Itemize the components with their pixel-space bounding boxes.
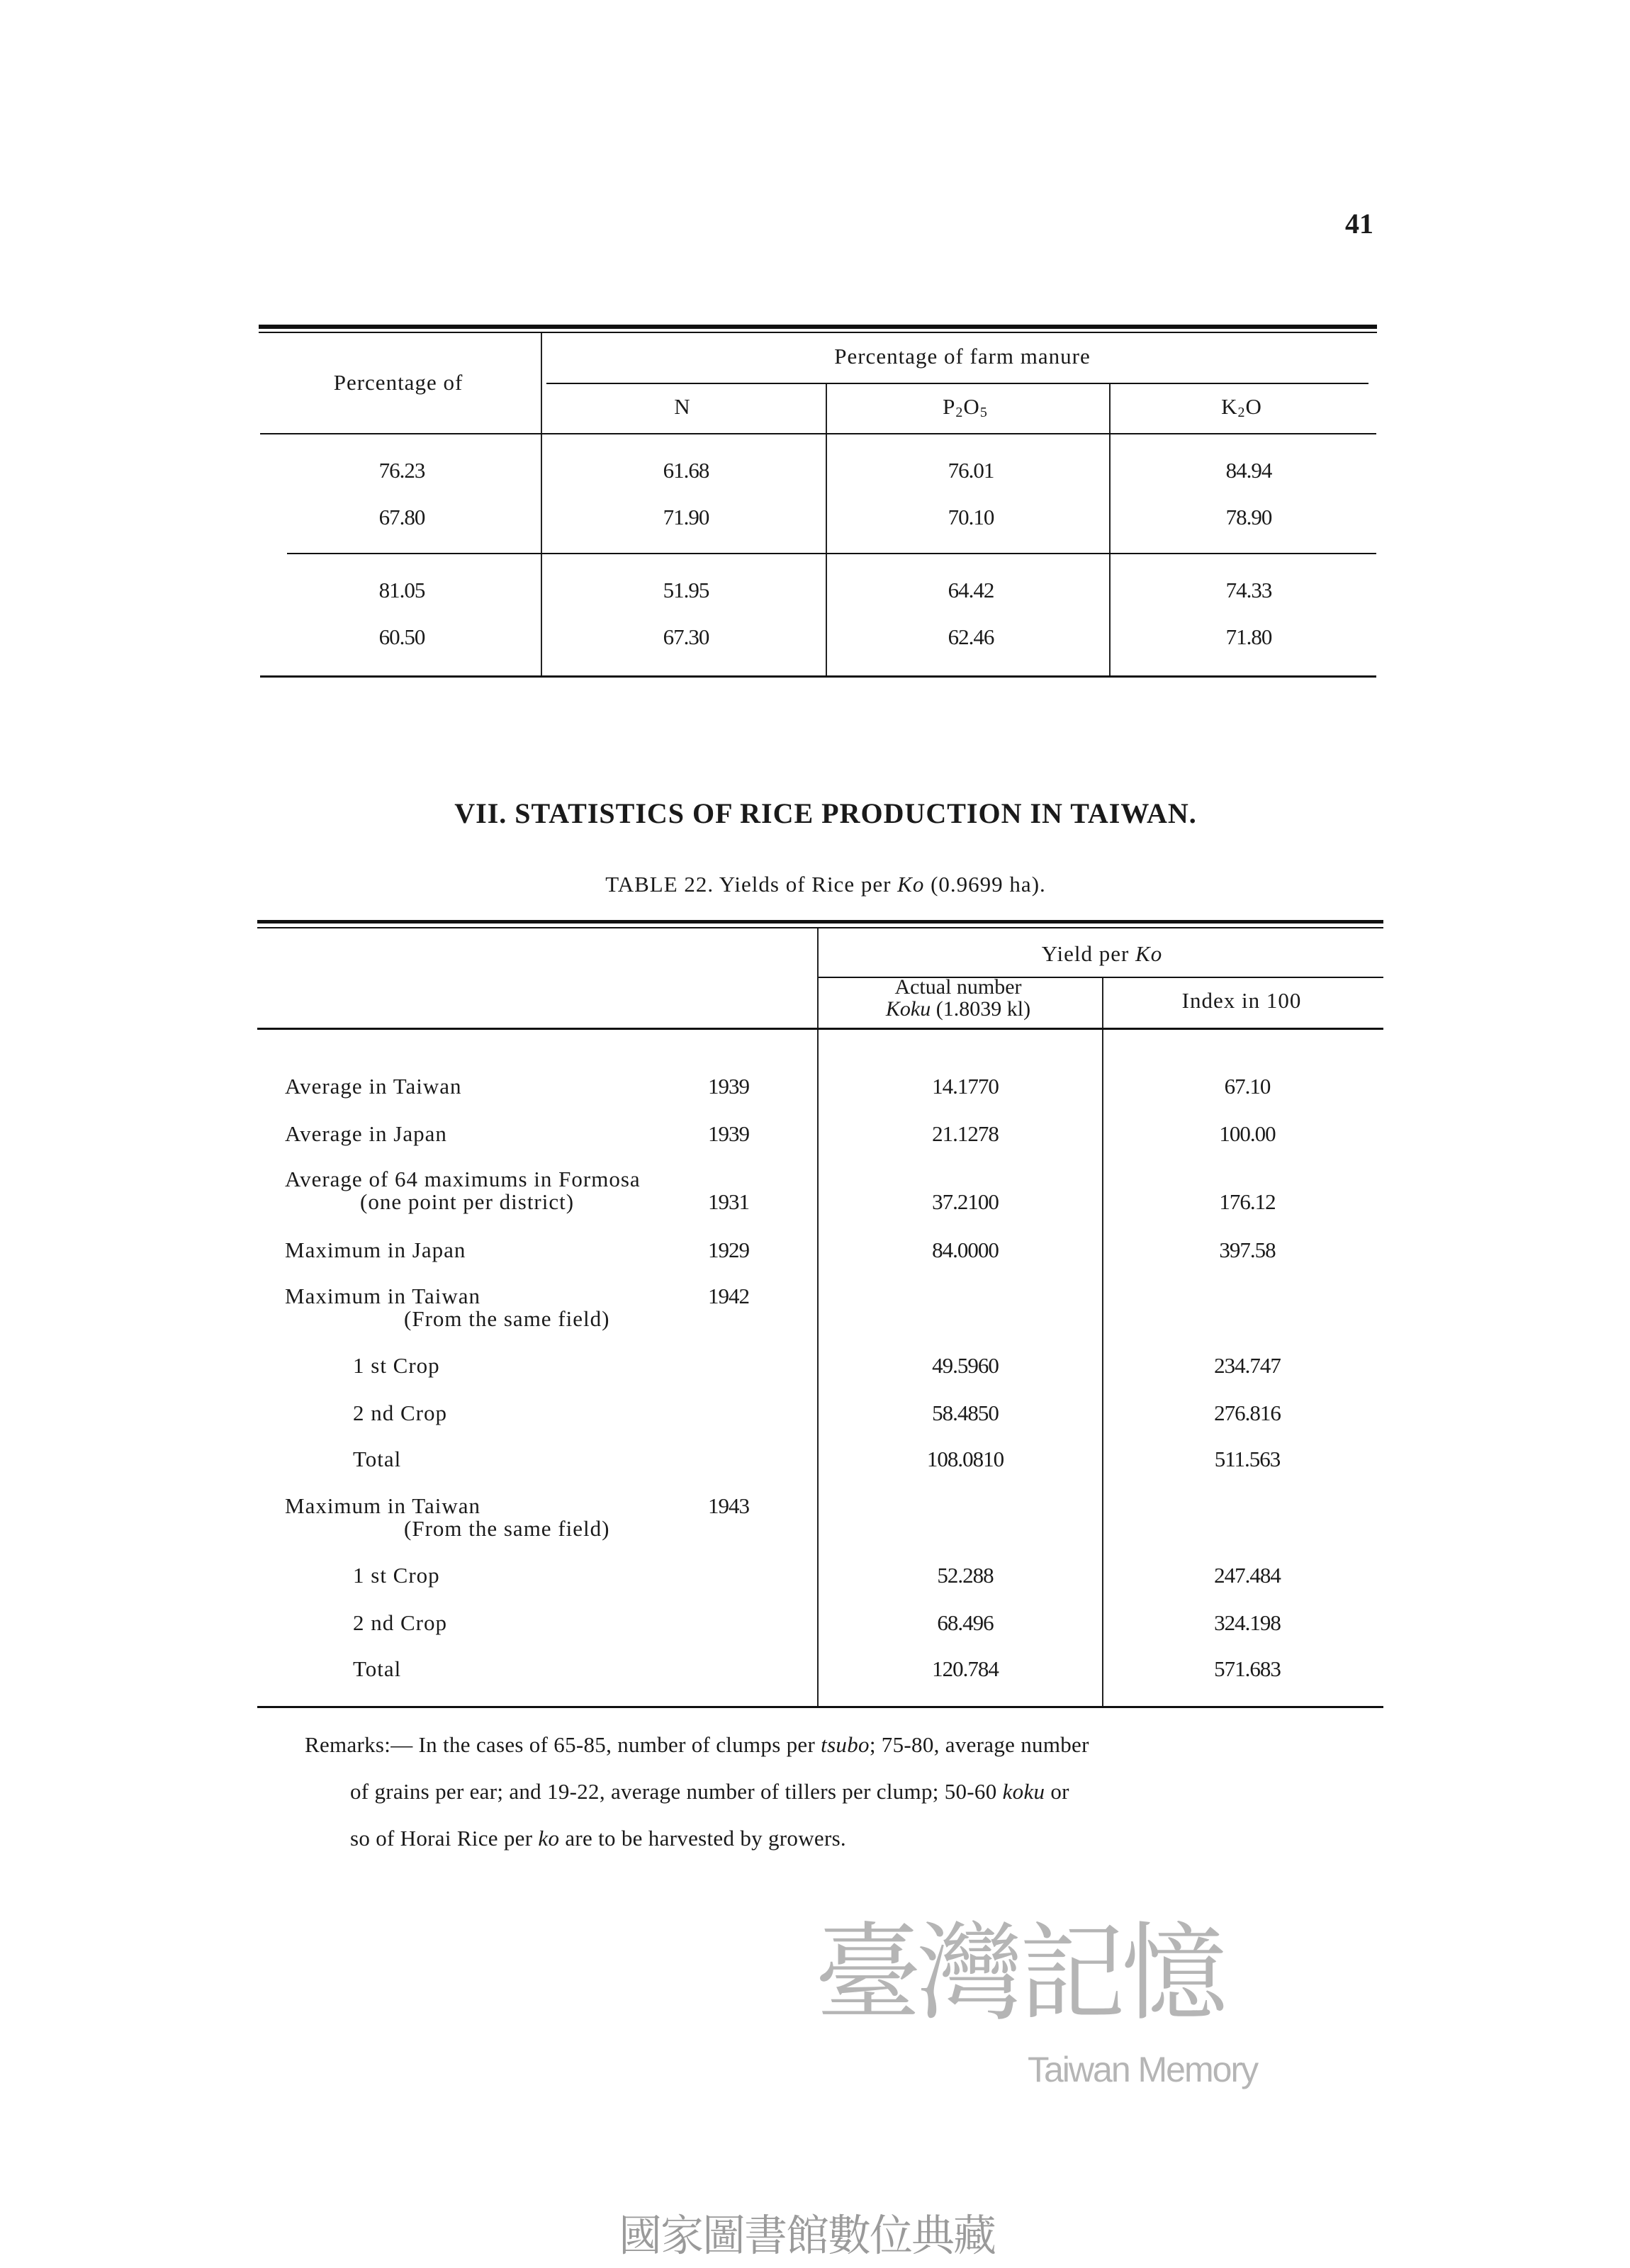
row-index: 276.816	[1214, 1400, 1281, 1425]
row-index: 67.10	[1224, 1074, 1271, 1099]
remarks-text: or	[1045, 1779, 1069, 1804]
header-italic: Ko	[1135, 941, 1163, 966]
sub-header-text: O	[1245, 394, 1262, 419]
table-cell: 76.23	[378, 458, 425, 483]
row-actual: 120.784	[932, 1656, 999, 1681]
row-index: 100.00	[1219, 1121, 1276, 1146]
header-text: Yield per	[1041, 941, 1136, 966]
row-label: Average in Japan	[285, 1121, 447, 1146]
table-rule	[259, 325, 1377, 329]
subscript: 5	[979, 405, 988, 420]
table-rule	[287, 553, 1376, 554]
table-rule	[257, 927, 1383, 928]
row-label: Average of 64 maximums in Formosa	[285, 1167, 641, 1191]
row-year: 1939	[708, 1074, 749, 1099]
row-label: Total	[353, 1656, 402, 1681]
row-label: Maximum in Japan	[285, 1237, 466, 1262]
table-cell: 61.68	[663, 458, 709, 483]
table-cell: 60.50	[378, 624, 425, 649]
sub-header-text: K	[1221, 394, 1238, 419]
col-header-actual-number	[886, 976, 1030, 1020]
row-index: 234.747	[1214, 1353, 1281, 1378]
remarks-text: Remarks:— In the cases of 65-85, number of clumps per	[305, 1732, 821, 1757]
table-rule	[257, 920, 1383, 924]
row-label: 2 nd Crop	[353, 1400, 447, 1425]
column-divider	[1109, 434, 1111, 675]
row-actual: 37.2100	[932, 1189, 999, 1214]
footer-stamp: 國家圖書館數位典藏	[619, 2211, 996, 2261]
row-year: 1942	[708, 1284, 749, 1308]
sub-header-n	[674, 394, 690, 420]
row-year: 1931	[708, 1189, 749, 1214]
table-cell: 78.90	[1225, 505, 1272, 529]
row-year: 1943	[708, 1493, 749, 1518]
row-index: 511.563	[1214, 1447, 1281, 1471]
subscript: 2	[955, 405, 964, 420]
table-cell: 67.30	[663, 624, 709, 649]
subscript: 2	[1237, 405, 1246, 420]
row-actual: 21.1278	[932, 1121, 999, 1146]
row-label: Total	[353, 1447, 402, 1471]
row-label: Maximum in Taiwan	[285, 1284, 481, 1308]
table-rule	[260, 675, 1376, 678]
row-year: 1939	[708, 1121, 749, 1146]
sub-header-text: N	[674, 394, 691, 419]
remarks-text: are to be harvested by growers.	[559, 1826, 846, 1851]
row-label: Average in Taiwan	[285, 1074, 462, 1099]
table-cell: 51.95	[663, 578, 709, 602]
header-text: (1.8039 kl)	[931, 997, 1031, 1021]
table-rule	[260, 433, 1376, 434]
row-actual: 52.288	[937, 1563, 994, 1588]
remarks-line-1	[305, 1732, 1354, 1779]
table-cell: 74.33	[1225, 578, 1272, 602]
caption-italic: Ko	[897, 872, 925, 897]
remarks-text: so of Horai Rice per	[350, 1826, 539, 1851]
row-index: 176.12	[1219, 1189, 1276, 1214]
column-divider	[1102, 978, 1103, 1707]
table-caption	[605, 872, 1046, 897]
watermark-logo: 臺灣記憶	[815, 1912, 1224, 2036]
column-divider	[826, 384, 827, 434]
table-cell: 67.80	[378, 505, 425, 529]
remarks-italic: ko	[538, 1826, 560, 1851]
row-label: Maximum in Taiwan	[285, 1493, 481, 1518]
row-sublabel: (From the same field)	[404, 1516, 610, 1541]
row-actual: 14.1770	[932, 1074, 999, 1099]
watermark-latin: Taiwan Memory	[1028, 2050, 1258, 2089]
column-divider	[541, 333, 542, 434]
column-divider	[817, 928, 819, 1707]
row-year: 1929	[708, 1237, 749, 1262]
row-actual: 49.5960	[932, 1353, 999, 1378]
row-sublabel: (one point per district)	[360, 1189, 575, 1214]
remarks-text: of grains per ear; and 19-22, average number of tillers per clump; 50-60	[350, 1779, 1003, 1804]
remarks-line-2	[305, 1779, 1354, 1826]
row-label: 1 st Crop	[353, 1563, 440, 1588]
table-cell: 84.94	[1225, 458, 1272, 483]
section-heading: VII. STATISTICS OF RICE PRODUCTION IN TAIWAN.	[454, 797, 1197, 829]
table-cell: 81.05	[378, 578, 425, 602]
table-cell: 76.01	[948, 458, 994, 483]
row-label: 1 st Crop	[353, 1353, 440, 1378]
row-index: 571.683	[1214, 1656, 1281, 1681]
header-line: Actual number	[894, 975, 1022, 999]
header-italic: Koku	[885, 997, 931, 1021]
table-cell: 62.46	[948, 624, 994, 649]
caption-text: (0.9699 ha).	[924, 872, 1046, 897]
row-index: 324.198	[1214, 1610, 1281, 1635]
header-line	[886, 998, 1030, 1020]
table-cell: 71.80	[1225, 624, 1272, 649]
row-label: 2 nd Crop	[353, 1610, 447, 1635]
table-rule	[257, 1706, 1383, 1708]
column-divider	[541, 434, 542, 675]
table-rule	[257, 1028, 1383, 1030]
sub-header-text: O	[963, 394, 980, 419]
remarks-line-3	[305, 1826, 1354, 1851]
col-header-percentage: Percentage of	[333, 370, 463, 395]
group-header-farm-manure: Percentage of farm manure	[834, 344, 1091, 369]
table-cell: 64.42	[948, 578, 994, 602]
remarks-text: ; 75-80, average number	[869, 1732, 1089, 1757]
column-divider	[826, 434, 827, 675]
page-number: 41	[1345, 208, 1373, 240]
table-cell: 70.10	[948, 505, 994, 529]
col-header-index: Index in 100	[1181, 988, 1302, 1013]
table-cell: 71.90	[663, 505, 709, 529]
row-actual: 68.496	[937, 1610, 994, 1635]
row-sublabel: (From the same field)	[404, 1306, 610, 1331]
remarks	[305, 1732, 1354, 1851]
row-actual: 84.0000	[932, 1237, 999, 1262]
remarks-italic: tsubo	[821, 1732, 870, 1757]
sub-header-k2o	[1221, 394, 1262, 421]
row-actual: 108.0810	[926, 1447, 1004, 1471]
sub-header-text: P	[943, 394, 956, 419]
row-index: 247.484	[1214, 1563, 1281, 1588]
row-index: 397.58	[1219, 1237, 1276, 1262]
group-header-yield-per-ko	[1042, 941, 1162, 967]
sub-header-p2o5	[943, 394, 988, 421]
row-actual: 58.4850	[932, 1400, 999, 1425]
remarks-italic: koku	[1002, 1779, 1045, 1804]
table-rule	[259, 332, 1377, 333]
caption-text: TABLE 22. Yields of Rice per	[605, 872, 898, 897]
table-rule	[546, 383, 1368, 384]
column-divider	[1109, 384, 1111, 434]
